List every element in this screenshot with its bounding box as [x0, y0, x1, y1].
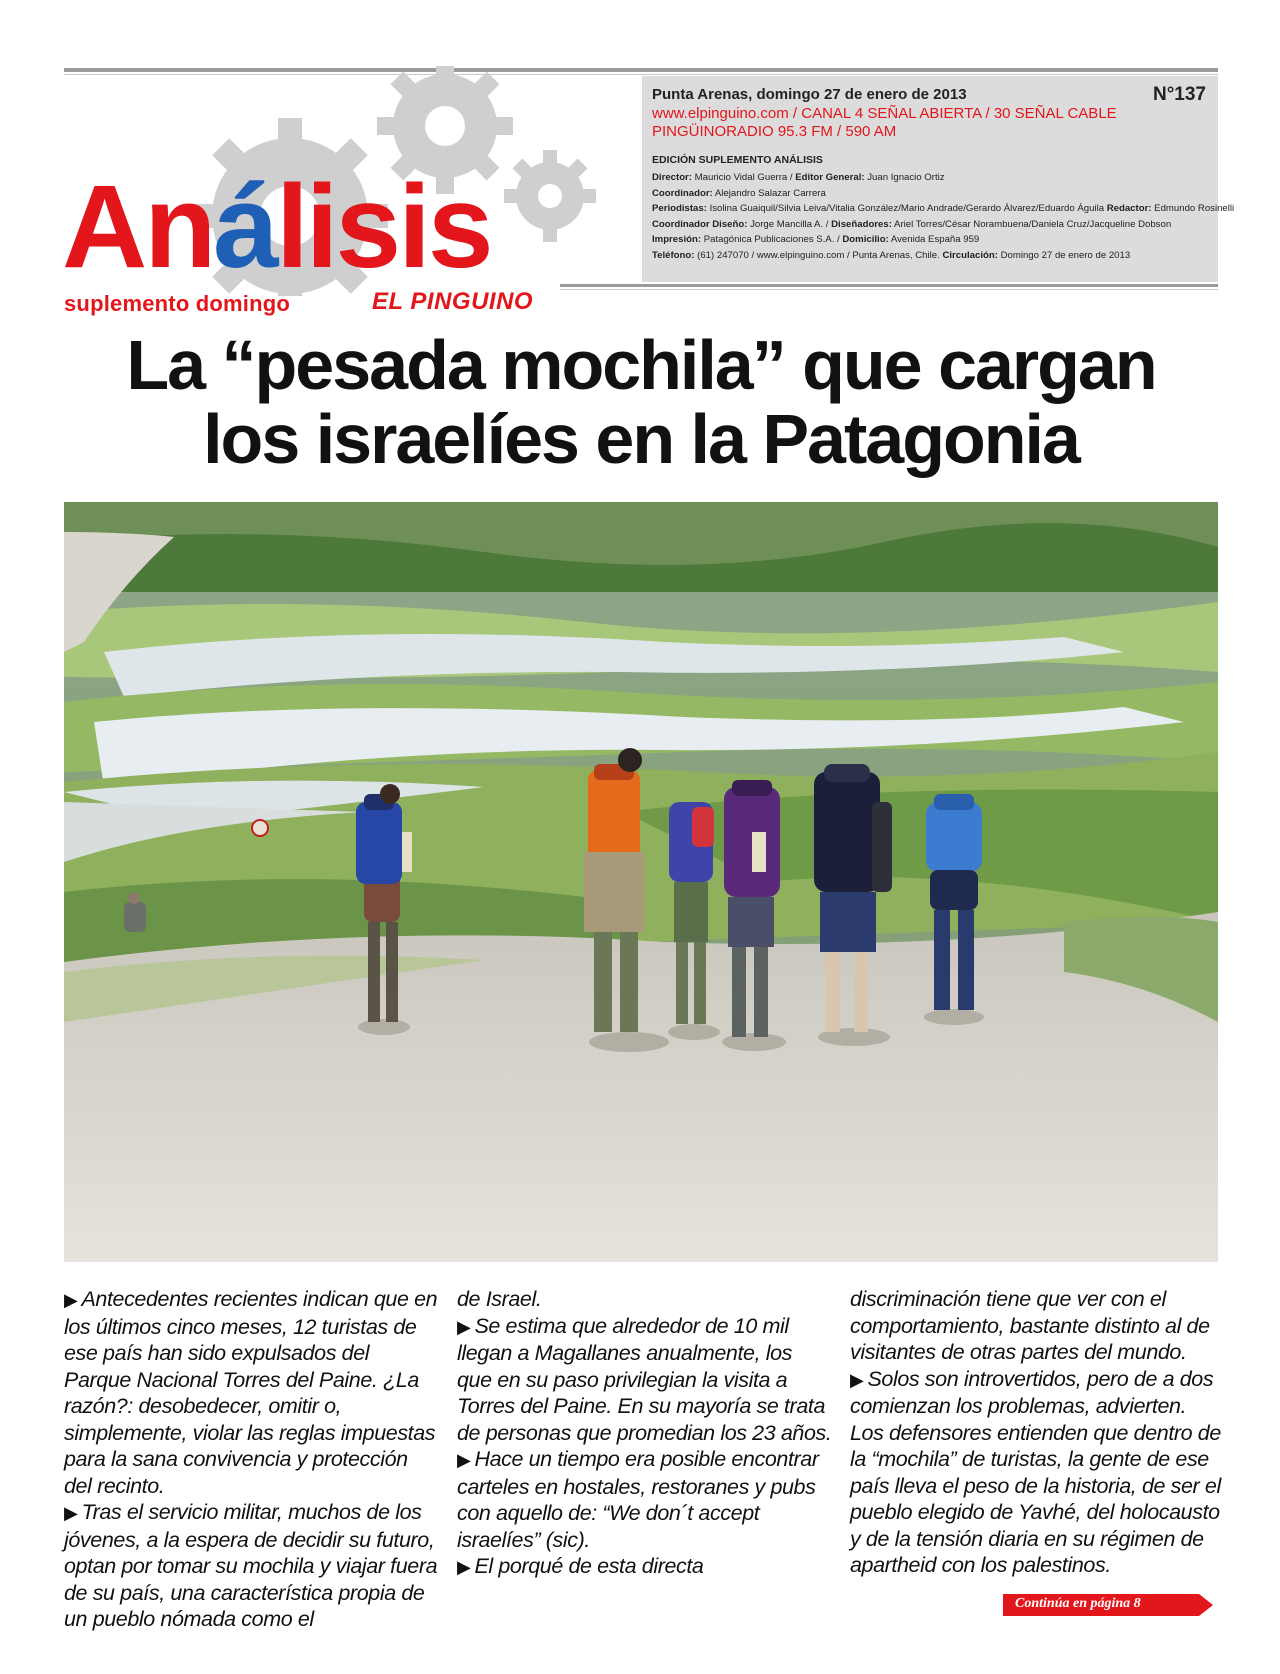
media-line-1[interactable]: www.elpinguino.com / CANAL 4 SEÑAL ABIERTA / 30 SEÑAL CABLE [652, 105, 1117, 122]
article-column-2 [457, 1286, 832, 1581]
headline-line-1: La “pesada mochila” que cargan [126, 326, 1156, 404]
credit-line: Periodistas: Isolina Guaiquil/Silvia Leiva/Vitalia González/Mario Andrade/Gerardo Álvarez/Eduardo Águila Redactor: Edmundo Rosinelli [652, 203, 1235, 215]
masthead-title-accent: á [213, 161, 276, 293]
bullet-triangle-icon: ▶ [850, 1369, 864, 1390]
masthead-rule [560, 284, 1218, 287]
bullet-triangle-icon: ▶ [64, 1503, 78, 1523]
issue-date: Punta Arenas, domingo 27 de enero de 2013 [652, 86, 967, 103]
headline-line-2: los israelíes en la Patagonia [203, 400, 1079, 478]
bullet-triangle-icon: ▶ [457, 1450, 471, 1470]
article-column-1 [64, 1286, 439, 1633]
article-paragraph: ▶ Hace un tiempo era posible encontrar carteles en hostales, restoranes y pubs con aquello de: “We don´t accept israelíes” (sic). [457, 1447, 819, 1552]
masthead-title-part1: An [62, 161, 214, 293]
issue-number: N°137 [1152, 84, 1206, 105]
continued-label: Continúa en página 8 [1015, 1596, 1141, 1611]
info-box [642, 76, 1235, 282]
article-paragraph: ▶ Tras el servicio militar, muchos de los jóvenes, a la espera de decidir su futuro, optan por tomar su mochila y viajar fuera de su país, una característica propia de un pueblo nómada como el [64, 1500, 438, 1631]
credit-line: Coordinador Diseño: Jorge Mancilla A. / Diseñadores: Ariel Torres/César Norambuena/Daniela Cruz/Jacqueline Dobson [652, 218, 1172, 230]
article-paragraph: ▶ Solos son introvertidos, pero de a dos comienzan los problemas, advierten. Los defensores entienden que dentro de la “mochila” de turistas, la gente de ese país lleva el peso de la historia, de ser el pueblo elegido de Yavhé, del holocausto y de la tensión diaria en su régimen de apartheid con los palestinos. [850, 1366, 1221, 1577]
article-paragraph: ▶ Antecedentes recientes indican que en los últimos cinco meses, 12 turistas de ese país han sido expulsados del Parque Nacional Torres del Paine. ¿La razón?: desobedecer, omitir o, simplemente, violar las reglas impuestas para la sana convivencia y protección del recinto. [64, 1287, 438, 1498]
article-paragraph: discriminación tiene que ver con el comportamiento, bastante distinto al de visitantes de otras partes del mundo. [850, 1287, 1210, 1364]
article-paragraph: ▶ El porqué de esta directa [457, 1554, 704, 1578]
masthead-rule-thin [560, 289, 1218, 290]
article-paragraph: de Israel. [457, 1287, 542, 1311]
bullet-triangle-icon: ▶ [64, 1290, 78, 1310]
masthead-subtitle: suplemento domingo [64, 291, 291, 316]
masthead-brand: EL PINGUINO [372, 288, 534, 315]
credit-line: Director: Mauricio Vidal Guerra / Editor General: Juan Ignacio Ortiz [652, 172, 945, 183]
credit-line: Teléfono: (61) 247070 / www.elpinguino.com / Punta Arenas, Chile. Circulación: Domingo 27 de enero de 2013 [652, 249, 1131, 261]
edition-label: EDICIÓN SUPLEMENTO ANÁLISIS [652, 154, 823, 166]
masthead-logo [62, 161, 491, 293]
credit-line: Coordinador: Alejandro Salazar Carrera [652, 187, 826, 199]
masthead-title-part2: lisis [275, 161, 491, 293]
bullet-triangle-icon: ▶ [457, 1557, 471, 1577]
article-column-3 [850, 1286, 1222, 1579]
article-paragraph: ▶ Se estima que alrededor de 10 mil llegan a Magallanes anualmente, los que en su paso privilegian la visita a Torres del Paine. En su mayoría se trata de personas que promedian los 23 años. [457, 1313, 832, 1445]
bullet-triangle-icon: ▶ [457, 1316, 471, 1337]
continued-link[interactable] [1003, 1594, 1213, 1616]
media-line-2: PINGÜINORADIO 95.3 FM / 590 AM [652, 123, 897, 140]
headline [64, 328, 1218, 476]
credit-line: Impresión: Patagónica Publicaciones S.A. / Domicilio: Avenida España 959 [652, 234, 980, 246]
hikers-photo [64, 502, 1218, 1262]
